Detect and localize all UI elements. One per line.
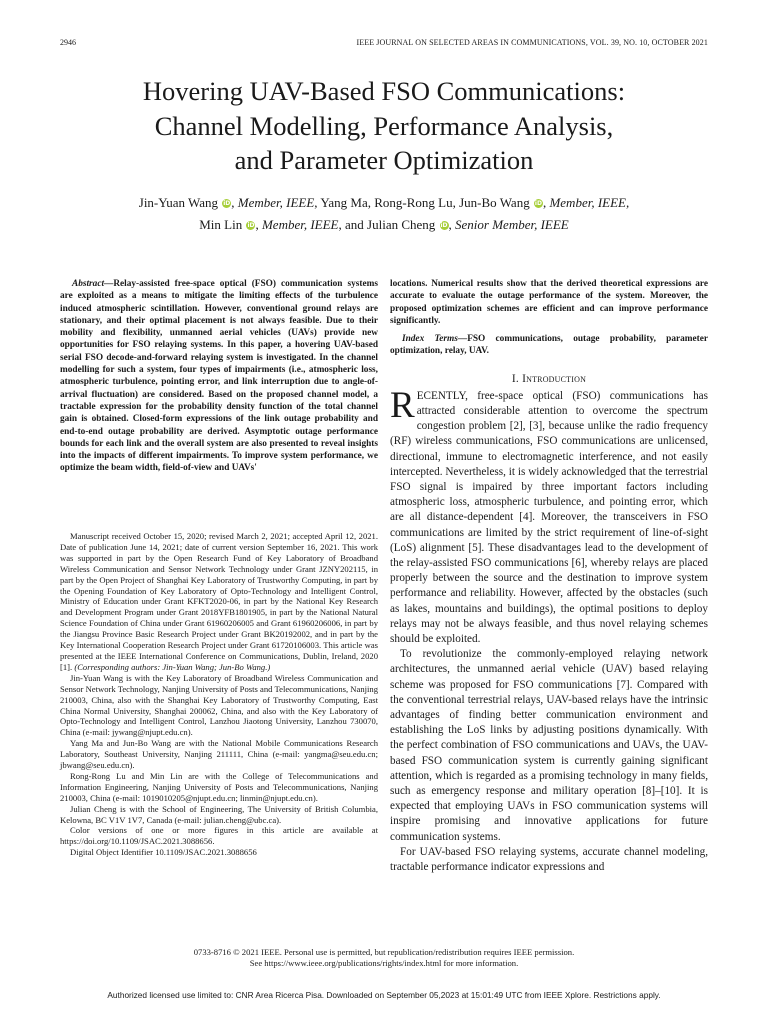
index-terms-label: Index Terms — [402, 334, 458, 345]
author-name: Yang Ma — [320, 195, 368, 210]
rights-link[interactable]: See https://www.ieee.org/publications/rights/index.html for more information. — [249, 958, 519, 968]
author-name: Min Lin — [199, 217, 243, 232]
abstract: Abstract—Relay-assisted free-space optical (FSO) communication systems are exploited as a means to mitigate the limiting effects of the turbulence induced atmospheric scintillation. However, conventional ground relays are stationary, and their optimal placement is not always feasible. Due to their mobility and flexibility, unmanned aerial vehicles (UAVs) provide new opportunities for FSO relaying systems. In this paper, a hovering UAV-based serial FSO decode-and-forward relaying system is investigated. In the channel modelling for such a system, four types of impairments (i.e., atmospheric loss, atmospheric turbulence, pointing error, and link interruption due to angle-of-arrival fluctuation) are considered. Based on the proposed channel model, a tractable expression for the probability density function of the total channel gain is obtained. Closed-form expressions of the link outage probability and end-to-end outage probability are derived. Asymptotic outage performance bounds for each link and the overall system are also presented to reveal insights into the impacts of different impairments. To improve system performance, we optimize the beam width, field-of-view and UAVs' — [60, 279, 378, 474]
author-name: Julian Cheng — [367, 217, 436, 232]
author-name: Rong-Rong Lu — [374, 195, 453, 210]
copyright-notice: 0733-8716 © 2021 IEEE. Personal use is permitted, but republication/redistribution requires IEEE permission. See https://www.ieee.org/publications/rights/index.html for more information. — [60, 947, 708, 969]
author-list: Jin-Yuan Wang iD, Member, IEEE, Yang Ma, Rong-Rong Lu, Jun-Bo Wang iD, Member, IEEE, Min Lin iD, Member, IEEE, and Julian Cheng iD, Senior Member, IEEE — [138, 195, 630, 232]
orcid-icon[interactable]: iD — [223, 200, 231, 207]
abstract-text-continued: locations. Numerical results show that the derived theoretical expressions are accurate to evaluate the outage performance of the system. Moreover, the proposed optimization schemes are efficient and can improve performance significantly. — [390, 279, 708, 326]
title-line: and Parameter Optimization — [234, 145, 534, 175]
footnote-affiliation: Rong-Rong Lu and Min Lin are with the College of Telecommunications and Information Engineering, Nanjing University of Posts and Telecommunications, Nanjing 210003, China (e-mail: 1019010205@njupt.edu.cn; linmin@njupt.edu.cn). — [60, 770, 378, 803]
footnote-color-note: Color versions of one or more figures in this article are available at https://doi.org/10.1109/JSAC.2021.3088656. — [60, 825, 378, 847]
title-line: Channel Modelling, Performance Analysis, — [154, 110, 614, 141]
journal-header: IEEE JOURNAL ON SELECTED AREAS IN COMMUNICATIONS, VOL. 39, NO. 10, OCTOBER 2021 — [356, 38, 708, 47]
right-column — [390, 278, 708, 875]
abstract-continued — [390, 278, 708, 327]
paper-title — [60, 74, 708, 178]
title-line: Hovering UAV-Based FSO Communications: — [142, 76, 626, 106]
intro-body — [390, 384, 708, 876]
footnote-affiliation: Jin-Yuan Wang is with the Key Laboratory of Broadband Wireless Communication and Sensor Network Technology, Nanjing University of Posts and Telecommunications, Nanjing 210003, China, also with the Shanghai Key Laboratory of Trustworthy Computing, East China Normal University, Shanghai 200062, China, and also with the Key Laboratory of Opto-Technology and Intelligent Control, Lanzhou Jiaotong University, Lanzhou 730070, China (e-mail: jywang@njupt.edu.cn). — [60, 672, 378, 738]
paragraph: For UAV-based FSO relaying systems, accurate channel modeling, tractable performance indicator expressions and — [390, 845, 708, 874]
footnote-manuscript: Manuscript received October 15, 2020; revised March 2, 2021; accepted April 12, 2021. Date of publication June 14, 2021; date of current version September 16, 2021. This work was supported in part by the Open Research Fund of Key Laboratory of Broadband Wireless Communication and Sensor Network Technology under Grant JZNY202115, in part by the Open Project of Shanghai Key Laboratory of Trustworthy Computing, in part by the Opening Foundation of Key Laboratory of Opto-Technology and Intelligent Control, Ministry of Education under Grant KFKT2020-06, in part by the National Key Research and Development Program under Grant 2018YFB1801905, in part by the National Natural Science Foundation of China under Grant 61960206005 and Grant 61960206006, in part by the Jiangsu Province Basic Research Project under Grant BK20192002, and in part by the Key International Cooperation Research Project under Grant 61720106003. This article was presented at the IEEE International Conference on Communications, Dublin, Ireland, 2020 [1]. (Corresponding authors: Jin-Yuan Wang; Jun-Bo Wang.) — [60, 531, 378, 672]
author-role: Member, IEEE — [237, 195, 315, 210]
author-role: Member, IEEE — [261, 217, 339, 232]
orcid-icon[interactable]: iD — [534, 200, 542, 207]
abstract-label: Abstract — [72, 279, 105, 289]
author-name: Jin-Yuan Wang — [138, 195, 218, 210]
section-heading: I. Introduction — [511, 372, 587, 385]
paragraph: To revolutionize the commonly-employed relaying network architectures, the unmanned aerial vehicle (UAV) based relaying scheme was proposed for FSO communications [7]. Compared with the conventional terrestrial relays, UAV-based relays have the intrinsic advantages of finding better communication environment and establishing the LoS links by adjusting positions dynamically. With the perfect combination of FSO communications and UAVs, the UAV-based FSO communication system is currently gaining significant attention, which is regarded as a promising technology in many fields, such as emergency response and military operation [8]–[10]. It is expected that employing UAVs in FSO communication systems will inspire promising and innovative applications for future communication systems. — [390, 648, 708, 843]
author-role: Member, IEEE, — [549, 195, 630, 210]
paragraph: RECENTLY, free-space optical (FSO) communications has attracted considerable attention to overcome the spectrum congestion problem [2], [3], because unlike the radio frequency (RF) wireless communications, FSO communications are unlicensed, directional, immune to electromagnetic interference, and not easily intercepted. Nevertheless, it is widely acknowledged that the terrestrial FSO signal is impaired by three important factors including atmospheric loss, atmospheric turbulence, and pointing error, which are all distance-dependent [4]. Moreover, the transceivers in FSO communications are limited by the strict requirement of line-of-sight (LoS) alignment [5]. These disadvantages lead to the development of the relay-assisted FSO communications [6], whereby relays are placed properly between the source and the destination to improve system performance and reliability. However, affected by the obstacles (such as lakes, mountains and buildings), the optimal positions to deploy relays may not be always feasible, and thus novel relaying schemes should be exploited. — [390, 384, 708, 646]
page-number: 2946 — [60, 38, 76, 47]
section-title: Introduction — [522, 372, 587, 385]
drop-cap: R — [390, 384, 415, 426]
orcid-icon[interactable]: iD — [440, 222, 448, 229]
abstract-text: Relay-assisted free-space optical (FSO) communication systems are exploited as a means to mitigate the limiting effects of the turbulence induced atmospheric scintillation. However, conventional ground relays are stationary, and their optimal placement is not always feasible. Due to their mobility and flexibility, unmanned aerial vehicles (UAVs) provide new opportunities for FSO relaying systems. In this paper, a hovering UAV-based serial FSO decode-and-forward relaying system is investigated. In the channel modelling for such a system, four types of impairments (i.e., atmospheric loss, atmospheric turbulence, pointing error, and link interruption due to angle-of-arrival fluctuation) are considered. Based on the proposed channel model, a tractable expression for the probability density function of the total channel gain is obtained. Closed-form expressions of the link outage probability and end-to-end outage probability are derived. Asymptotic outage performance bounds for each link and the overall system are also presented to reveal insights into the impacts of different impairments. To improve system performance, we optimize the beam width, field-of-view and UAVs' — [60, 279, 378, 474]
footnote-affiliation: Julian Cheng is with the School of Engineering, The University of British Columbia, Kelowna, BC V1V 1V7, Canada (e-mail: julian.cheng@ubc.ca). — [60, 803, 378, 825]
download-notice: Authorized licensed use limited to: CNR Area Ricerca Pisa. Downloaded on September 05,2023 at 15:01:49 UTC from IEEE Xplore. Restrictions apply. — [107, 990, 661, 1000]
abstract-column-left — [60, 278, 378, 475]
footnote-doi: Digital Object Identifier 10.1109/JSAC.2021.3088656 — [70, 847, 257, 858]
author-role: Senior Member, IEEE — [455, 217, 569, 232]
index-terms: Index Terms—FSO communications, outage probability, parameter optimization, relay, UAV. — [390, 334, 708, 357]
footnotes — [60, 531, 378, 858]
corresponding-authors: (Corresponding authors: Jin-Yuan Wang; Jun-Bo Wang.) — [74, 661, 271, 672]
index-terms-text: FSO communications, outage probability, parameter optimization, relay, UAV. — [390, 334, 708, 357]
footnote-affiliation: Yang Ma and Jun-Bo Wang are with the National Mobile Communications Research Laboratory, Southeast University, Nanjing 211111, China (e-mail: yangma@seu.edu.cn; jbwang@seu.edu.cn). — [60, 738, 378, 771]
author-name: Jun-Bo Wang — [459, 195, 530, 210]
orcid-icon[interactable]: iD — [247, 222, 255, 229]
